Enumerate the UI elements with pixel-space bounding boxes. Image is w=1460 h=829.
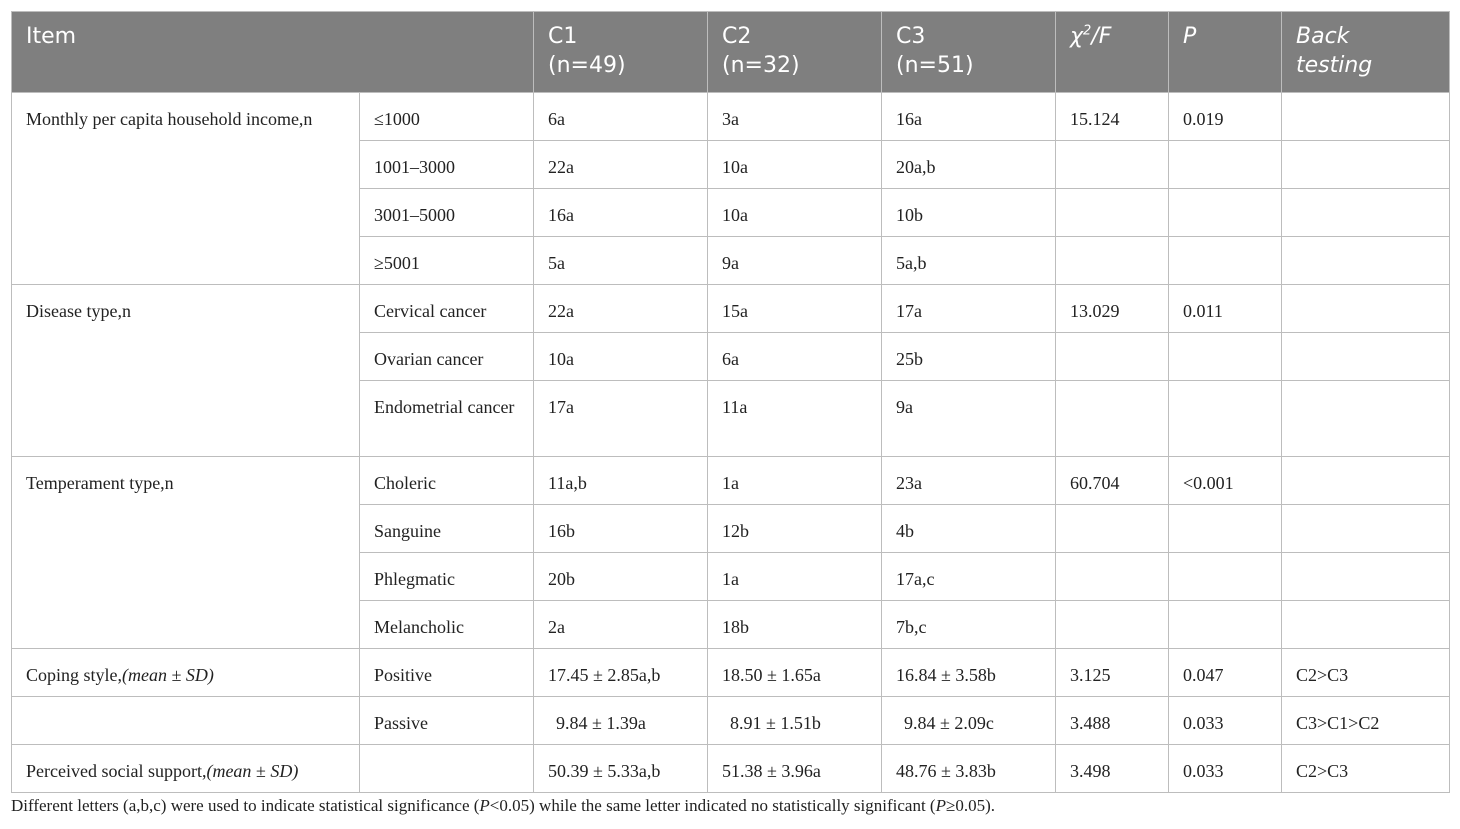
cell-c3: 7b,c xyxy=(882,601,1056,649)
cell-c3: 16.84 ± 3.58b xyxy=(882,649,1056,697)
results-table-container xyxy=(11,11,1449,793)
support-label: Perceived social support, xyxy=(26,761,207,781)
group-label-income: Monthly per capita household income,n xyxy=(12,93,360,285)
cell-c3: 9.84 ± 2.09c xyxy=(882,697,1056,745)
cell-sub: 1001–3000 xyxy=(360,141,534,189)
cell-p xyxy=(1169,333,1282,381)
cell-c1: 6a xyxy=(534,93,708,141)
cell-back xyxy=(1282,141,1450,189)
cell-c1: 20b xyxy=(534,553,708,601)
group-label-temperament: Temperament type,n xyxy=(12,457,360,649)
table-row xyxy=(12,93,1450,141)
footnote-t3: ≥0.05). xyxy=(945,796,995,815)
cell-c1: 17.45 ± 2.85a,b xyxy=(534,649,708,697)
cell-back xyxy=(1282,93,1450,141)
header-c1 xyxy=(534,12,708,93)
cell-c3: 10b xyxy=(882,189,1056,237)
cell-c3: 4b xyxy=(882,505,1056,553)
cell-c3: 17a xyxy=(882,285,1056,333)
cell-back xyxy=(1282,505,1450,553)
cell-p xyxy=(1169,237,1282,285)
cell-c2: 6a xyxy=(708,333,882,381)
cell-p: <0.001 xyxy=(1169,457,1282,505)
table-row xyxy=(12,745,1450,793)
table-footnote xyxy=(11,796,995,816)
cell-chi: 13.029 xyxy=(1056,285,1169,333)
cell-c3: 9a xyxy=(882,381,1056,457)
header-chi-sup: 2 xyxy=(1083,23,1092,39)
header-c2-n: (n=32) xyxy=(722,53,800,78)
cell-back xyxy=(1282,237,1450,285)
cell-p xyxy=(1169,505,1282,553)
results-table xyxy=(11,11,1450,793)
cell-chi: 3.498 xyxy=(1056,745,1169,793)
cell-c2: 9a xyxy=(708,237,882,285)
cell-c2: 18.50 ± 1.65a xyxy=(708,649,882,697)
cell-chi xyxy=(1056,237,1169,285)
cell-c2: 12b xyxy=(708,505,882,553)
cell-back xyxy=(1282,189,1450,237)
header-c2-title: C2 xyxy=(722,24,752,49)
cell-sub: Passive xyxy=(360,697,534,745)
group-label-coping xyxy=(12,649,360,697)
table-row xyxy=(12,285,1450,333)
cell-sub: Cervical cancer xyxy=(360,285,534,333)
header-item xyxy=(12,12,534,93)
cell-c1: 17a xyxy=(534,381,708,457)
cell-sub: Sanguine xyxy=(360,505,534,553)
cell-back: C2>C3 xyxy=(1282,745,1450,793)
header-chi-symbol: χ xyxy=(1070,24,1084,49)
cell-c2: 51.38 ± 3.96a xyxy=(708,745,882,793)
cell-back xyxy=(1282,285,1450,333)
cell-c1: 2a xyxy=(534,601,708,649)
cell-c1: 22a xyxy=(534,285,708,333)
header-chi-rest: /F xyxy=(1091,24,1112,49)
cell-chi: 3.488 xyxy=(1056,697,1169,745)
cell-c3: 48.76 ± 3.83b xyxy=(882,745,1056,793)
group-label-support xyxy=(12,745,360,793)
cell-c3: 20a,b xyxy=(882,141,1056,189)
header-row xyxy=(12,12,1450,93)
cell-c1: 22a xyxy=(534,141,708,189)
cell-p: 0.033 xyxy=(1169,745,1282,793)
cell-c1: 10a xyxy=(534,333,708,381)
cell-back xyxy=(1282,601,1450,649)
cell-p: 0.011 xyxy=(1169,285,1282,333)
cell-p xyxy=(1169,189,1282,237)
cell-sub xyxy=(360,745,534,793)
table-row xyxy=(12,457,1450,505)
cell-c3: 17a,c xyxy=(882,553,1056,601)
cell-chi xyxy=(1056,601,1169,649)
cell-back xyxy=(1282,333,1450,381)
header-c3-n: (n=51) xyxy=(896,53,974,78)
cell-chi xyxy=(1056,381,1169,457)
cell-c1: 5a xyxy=(534,237,708,285)
cell-c2: 18b xyxy=(708,601,882,649)
header-back-2: testing xyxy=(1296,53,1373,78)
header-c2 xyxy=(708,12,882,93)
cell-p: 0.019 xyxy=(1169,93,1282,141)
cell-c1: 11a,b xyxy=(534,457,708,505)
cell-sub: ≥5001 xyxy=(360,237,534,285)
header-p-label: P xyxy=(1183,24,1197,49)
cell-sub: ≤1000 xyxy=(360,93,534,141)
header-c1-n: (n=49) xyxy=(548,53,626,78)
cell-sub: Choleric xyxy=(360,457,534,505)
cell-c2: 1a xyxy=(708,553,882,601)
support-label-em: (mean ± SD) xyxy=(206,761,299,781)
cell-p: 0.033 xyxy=(1169,697,1282,745)
cell-p: 0.047 xyxy=(1169,649,1282,697)
cell-c2: 15a xyxy=(708,285,882,333)
cell-c3: 16a xyxy=(882,93,1056,141)
header-item-label: Item xyxy=(26,24,77,49)
cell-back xyxy=(1282,553,1450,601)
cell-chi: 3.125 xyxy=(1056,649,1169,697)
cell-c2: 8.91 ± 1.51b xyxy=(708,697,882,745)
coping-label-em: (mean ± SD) xyxy=(122,665,214,685)
cell-c1: 16a xyxy=(534,189,708,237)
header-p xyxy=(1169,12,1282,93)
footnote-t2: <0.05) while the same letter indicated no statistically significant ( xyxy=(489,796,936,815)
footnote-p2: P xyxy=(935,796,946,815)
header-chi xyxy=(1056,12,1169,93)
header-back-1: Back xyxy=(1296,24,1350,49)
cell-c2: 1a xyxy=(708,457,882,505)
coping-label: Coping style, xyxy=(26,665,123,685)
cell-back: C3>C1>C2 xyxy=(1282,697,1450,745)
cell-c2: 11a xyxy=(708,381,882,457)
header-back-testing xyxy=(1282,12,1450,93)
cell-c1: 9.84 ± 1.39a xyxy=(534,697,708,745)
cell-chi xyxy=(1056,333,1169,381)
cell-p xyxy=(1169,553,1282,601)
cell-c3: 5a,b xyxy=(882,237,1056,285)
table-row xyxy=(12,649,1450,697)
cell-chi: 60.704 xyxy=(1056,457,1169,505)
group-label-empty xyxy=(12,697,360,745)
cell-c2: 10a xyxy=(708,141,882,189)
cell-chi: 15.124 xyxy=(1056,93,1169,141)
header-c3-title: C3 xyxy=(896,24,926,49)
cell-sub: Positive xyxy=(360,649,534,697)
footnote-p1: P xyxy=(479,796,490,815)
cell-chi xyxy=(1056,553,1169,601)
cell-back xyxy=(1282,381,1450,457)
cell-p xyxy=(1169,601,1282,649)
cell-sub: 3001–5000 xyxy=(360,189,534,237)
footnote-t1: Different letters (a,b,c) were used to indicate statistical significance ( xyxy=(11,796,480,815)
cell-sub: Endometrial cancer xyxy=(360,381,534,457)
header-c3 xyxy=(882,12,1056,93)
cell-p xyxy=(1169,141,1282,189)
cell-back: C2>C3 xyxy=(1282,649,1450,697)
cell-chi xyxy=(1056,505,1169,553)
cell-c1: 16b xyxy=(534,505,708,553)
cell-c2: 3a xyxy=(708,93,882,141)
cell-back xyxy=(1282,457,1450,505)
cell-sub: Ovarian cancer xyxy=(360,333,534,381)
cell-p xyxy=(1169,381,1282,457)
group-label-disease: Disease type,n xyxy=(12,285,360,457)
cell-c3: 25b xyxy=(882,333,1056,381)
cell-c3: 23a xyxy=(882,457,1056,505)
table-row xyxy=(12,697,1450,745)
cell-sub: Melancholic xyxy=(360,601,534,649)
cell-c1: 50.39 ± 5.33a,b xyxy=(534,745,708,793)
cell-sub: Phlegmatic xyxy=(360,553,534,601)
cell-chi xyxy=(1056,141,1169,189)
cell-chi xyxy=(1056,189,1169,237)
header-c1-title: C1 xyxy=(548,24,578,49)
cell-c2: 10a xyxy=(708,189,882,237)
